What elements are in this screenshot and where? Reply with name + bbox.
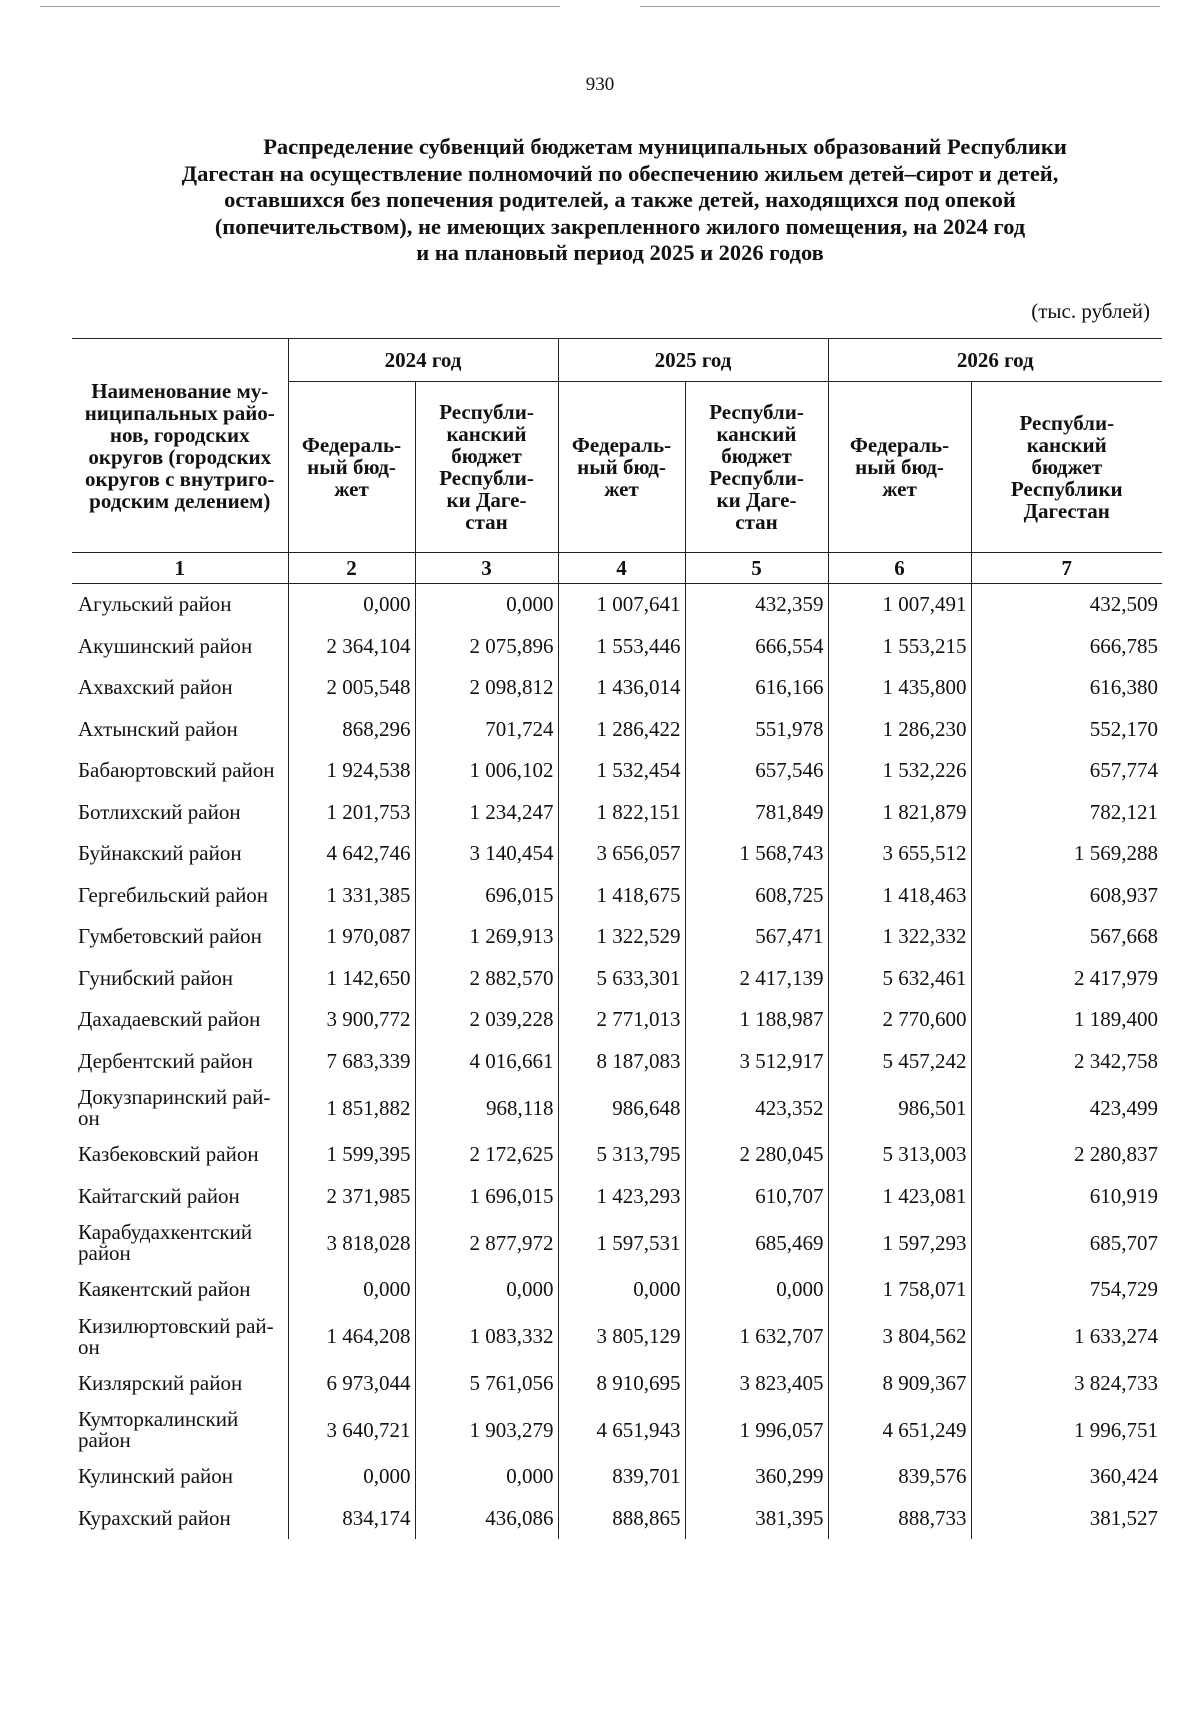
cell-federal-2024: 1 970,087 (288, 916, 415, 958)
column-number: 2 (288, 553, 415, 584)
column-number: 7 (971, 553, 1162, 584)
cell-republic-2026: 552,170 (971, 709, 1162, 751)
cell-federal-2024: 4 642,746 (288, 833, 415, 875)
cell-republic-2026: 616,380 (971, 667, 1162, 709)
cell-republic-2024: 1 006,102 (415, 750, 558, 792)
table-row (72, 1134, 1162, 1176)
cell-federal-2025: 888,865 (558, 1498, 685, 1540)
cell-republic-2024: 436,086 (415, 1498, 558, 1540)
cell-republic-2026: 2 342,758 (971, 1041, 1162, 1083)
cell-federal-2026: 2 770,600 (828, 999, 971, 1041)
cell-republic-2026: 1 996,751 (971, 1404, 1162, 1456)
table-row (72, 709, 1162, 751)
cell-republic-2024: 696,015 (415, 875, 558, 917)
cell-federal-2024: 2 364,104 (288, 626, 415, 668)
cell-federal-2025: 3 805,129 (558, 1311, 685, 1363)
cell-federal-2024: 868,296 (288, 709, 415, 751)
cell-republic-2026: 3 824,733 (971, 1363, 1162, 1405)
header-federal-budget-2025: Федераль- ный бюд- жет (558, 382, 685, 553)
cell-republic-2026: 657,774 (971, 750, 1162, 792)
table-row (72, 916, 1162, 958)
cell-republic-2024: 0,000 (415, 584, 558, 626)
column-number: 4 (558, 553, 685, 584)
cell-federal-2026: 1 553,215 (828, 626, 971, 668)
table-row (72, 626, 1162, 668)
cell-republic-2024: 2 098,812 (415, 667, 558, 709)
municipality-name: Каякентский район (72, 1269, 288, 1311)
cell-republic-2025: 567,471 (685, 916, 828, 958)
table-row (72, 1041, 1162, 1083)
cell-republic-2025: 2 280,045 (685, 1134, 828, 1176)
cell-republic-2025: 423,352 (685, 1082, 828, 1134)
table-row (72, 1176, 1162, 1218)
table-row (72, 833, 1162, 875)
title-line: оставшихся без попечения родителей, а также детей, находящихся под опекой (224, 187, 1016, 212)
cell-republic-2025: 0,000 (685, 1269, 828, 1311)
title-line: (попечительством), не имеющих закрепленного жилого помещения, на 2024 год (214, 213, 1026, 239)
cell-republic-2025: 551,978 (685, 709, 828, 751)
municipality-name: Ахтынский район (72, 709, 288, 751)
header-republic-budget-2025: Республи- канский бюджет Республи- ки Даге- стан (685, 382, 828, 553)
cell-republic-2024: 0,000 (415, 1269, 558, 1311)
table-row (72, 1498, 1162, 1540)
scan-artifact-line (640, 6, 1160, 7)
cell-republic-2026: 754,729 (971, 1269, 1162, 1311)
cell-republic-2025: 3 512,917 (685, 1041, 828, 1083)
cell-republic-2026: 423,499 (971, 1082, 1162, 1134)
cell-federal-2025: 1 553,446 (558, 626, 685, 668)
cell-federal-2025: 3 656,057 (558, 833, 685, 875)
cell-federal-2024: 1 464,208 (288, 1311, 415, 1363)
cell-federal-2025: 5 313,795 (558, 1134, 685, 1176)
cell-federal-2026: 839,576 (828, 1456, 971, 1498)
cell-federal-2026: 5 457,242 (828, 1041, 971, 1083)
cell-federal-2026: 3 655,512 (828, 833, 971, 875)
cell-republic-2025: 610,707 (685, 1176, 828, 1218)
cell-federal-2026: 1 286,230 (828, 709, 971, 751)
cell-republic-2026: 567,668 (971, 916, 1162, 958)
municipality-name: Дербентский район (72, 1041, 288, 1083)
municipality-name: Гумбетовский район (72, 916, 288, 958)
title-line: Дагестан на осуществление полномочий по обеспечению жильем детей–сирот и детей, (181, 160, 1059, 186)
cell-federal-2025: 1 418,675 (558, 875, 685, 917)
cell-federal-2024: 3 640,721 (288, 1404, 415, 1456)
table-row (72, 999, 1162, 1041)
cell-federal-2026: 1 821,879 (828, 792, 971, 834)
municipality-name: Дахадаевский район (72, 999, 288, 1041)
municipality-name: Карабудахкентский район (72, 1217, 288, 1269)
table-row (72, 750, 1162, 792)
cell-federal-2025: 8 910,695 (558, 1363, 685, 1405)
cell-federal-2026: 1 532,226 (828, 750, 971, 792)
cell-republic-2026: 666,785 (971, 626, 1162, 668)
cell-federal-2025: 1 423,293 (558, 1176, 685, 1218)
column-number: 5 (685, 553, 828, 584)
cell-republic-2025: 1 632,707 (685, 1311, 828, 1363)
cell-federal-2026: 1 423,081 (828, 1176, 971, 1218)
cell-republic-2026: 2 417,979 (971, 958, 1162, 1000)
cell-federal-2026: 4 651,249 (828, 1404, 971, 1456)
cell-republic-2026: 610,919 (971, 1176, 1162, 1218)
cell-federal-2025: 1 436,014 (558, 667, 685, 709)
municipality-name: Акушинский район (72, 626, 288, 668)
cell-republic-2024: 2 877,972 (415, 1217, 558, 1269)
table-row (72, 1082, 1162, 1134)
cell-republic-2026: 2 280,837 (971, 1134, 1162, 1176)
cell-republic-2026: 360,424 (971, 1456, 1162, 1498)
cell-republic-2026: 381,527 (971, 1498, 1162, 1540)
municipality-name: Кизилюртовский рай- он (72, 1311, 288, 1363)
table-row (72, 792, 1162, 834)
cell-federal-2026: 8 909,367 (828, 1363, 971, 1405)
municipality-name: Бабаюртовский район (72, 750, 288, 792)
cell-republic-2025: 360,299 (685, 1456, 828, 1498)
cell-federal-2024: 3 818,028 (288, 1217, 415, 1269)
cell-federal-2026: 5 313,003 (828, 1134, 971, 1176)
table-row (72, 1269, 1162, 1311)
cell-republic-2026: 1 569,288 (971, 833, 1162, 875)
municipality-name: Агульский район (72, 584, 288, 626)
cell-federal-2025: 986,648 (558, 1082, 685, 1134)
cell-republic-2024: 0,000 (415, 1456, 558, 1498)
cell-republic-2024: 1 696,015 (415, 1176, 558, 1218)
cell-republic-2026: 1 189,400 (971, 999, 1162, 1041)
cell-federal-2024: 7 683,339 (288, 1041, 415, 1083)
cell-republic-2025: 608,725 (685, 875, 828, 917)
municipality-name: Гунибский район (72, 958, 288, 1000)
cell-republic-2024: 968,118 (415, 1082, 558, 1134)
header-federal-budget-2024: Федераль- ный бюд- жет (288, 382, 415, 553)
cell-republic-2024: 1 269,913 (415, 916, 558, 958)
cell-federal-2025: 4 651,943 (558, 1404, 685, 1456)
cell-republic-2026: 432,509 (971, 584, 1162, 626)
title-line: Распределение субвенций бюджетам муниципальных образований Республики (263, 134, 1067, 159)
cell-federal-2024: 1 142,650 (288, 958, 415, 1000)
cell-republic-2026: 782,121 (971, 792, 1162, 834)
cell-federal-2026: 986,501 (828, 1082, 971, 1134)
cell-federal-2026: 1 435,800 (828, 667, 971, 709)
cell-federal-2024: 0,000 (288, 584, 415, 626)
cell-federal-2025: 1 007,641 (558, 584, 685, 626)
table-row (72, 958, 1162, 1000)
cell-republic-2026: 1 633,274 (971, 1311, 1162, 1363)
cell-republic-2024: 2 172,625 (415, 1134, 558, 1176)
cell-federal-2026: 3 804,562 (828, 1311, 971, 1363)
cell-republic-2025: 1 568,743 (685, 833, 828, 875)
cell-federal-2024: 834,174 (288, 1498, 415, 1540)
page-number: 930 (585, 74, 615, 95)
column-number: 1 (72, 553, 288, 584)
municipality-name: Докузпаринский рай- он (72, 1082, 288, 1134)
municipality-name: Ахвахский район (72, 667, 288, 709)
cell-federal-2026: 1 758,071 (828, 1269, 971, 1311)
header-year-2026: 2026 год (828, 339, 1162, 382)
cell-federal-2025: 1 597,531 (558, 1217, 685, 1269)
cell-federal-2024: 1 599,395 (288, 1134, 415, 1176)
header-republic-budget-2024: Республи- канский бюджет Республи- ки Даге- стан (415, 382, 558, 553)
cell-federal-2025: 0,000 (558, 1269, 685, 1311)
cell-republic-2025: 1 188,987 (685, 999, 828, 1041)
cell-republic-2024: 3 140,454 (415, 833, 558, 875)
cell-federal-2025: 1 286,422 (558, 709, 685, 751)
cell-republic-2025: 432,359 (685, 584, 828, 626)
table-row (72, 1217, 1162, 1269)
document-title (100, 134, 1140, 267)
cell-federal-2025: 5 633,301 (558, 958, 685, 1000)
table-row (72, 875, 1162, 917)
subvention-table (72, 338, 1162, 1539)
cell-republic-2024: 1 903,279 (415, 1404, 558, 1456)
cell-federal-2026: 888,733 (828, 1498, 971, 1540)
municipality-name: Гергебильский район (72, 875, 288, 917)
cell-federal-2025: 8 187,083 (558, 1041, 685, 1083)
cell-republic-2025: 2 417,139 (685, 958, 828, 1000)
column-number: 6 (828, 553, 971, 584)
cell-republic-2025: 3 823,405 (685, 1363, 828, 1405)
cell-federal-2025: 2 771,013 (558, 999, 685, 1041)
header-year-2025: 2025 год (558, 339, 828, 382)
cell-federal-2024: 2 005,548 (288, 667, 415, 709)
table-row (72, 1311, 1162, 1363)
cell-republic-2024: 4 016,661 (415, 1041, 558, 1083)
municipality-name: Кулинский район (72, 1456, 288, 1498)
municipality-name: Ботлихский район (72, 792, 288, 834)
table-row (72, 667, 1162, 709)
cell-republic-2024: 1 083,332 (415, 1311, 558, 1363)
cell-federal-2024: 0,000 (288, 1269, 415, 1311)
units-label: (тыс. рублей) (1031, 299, 1150, 323)
cell-republic-2025: 1 996,057 (685, 1404, 828, 1456)
title-line: и на плановый период 2025 и 2026 годов (416, 240, 824, 265)
cell-republic-2024: 2 075,896 (415, 626, 558, 668)
cell-republic-2025: 781,849 (685, 792, 828, 834)
cell-federal-2024: 2 371,985 (288, 1176, 415, 1218)
cell-republic-2024: 1 234,247 (415, 792, 558, 834)
cell-federal-2024: 1 201,753 (288, 792, 415, 834)
scan-artifact-line (40, 6, 560, 7)
table-row (72, 584, 1162, 626)
cell-federal-2024: 1 331,385 (288, 875, 415, 917)
cell-federal-2025: 1 322,529 (558, 916, 685, 958)
cell-republic-2025: 657,546 (685, 750, 828, 792)
municipality-name: Курахский район (72, 1498, 288, 1540)
table-row (72, 1404, 1162, 1456)
cell-federal-2024: 6 973,044 (288, 1363, 415, 1405)
header-federal-budget-2026: Федераль- ный бюд- жет (828, 382, 971, 553)
cell-republic-2025: 616,166 (685, 667, 828, 709)
cell-federal-2026: 1 322,332 (828, 916, 971, 958)
municipality-name: Буйнакский район (72, 833, 288, 875)
header-republic-budget-2026: Республи- канский бюджет Республики Дагестан (971, 382, 1162, 553)
cell-federal-2024: 0,000 (288, 1456, 415, 1498)
header-municipality-name: Наименование му- ниципальных райо- нов, городских округов (городских округов с внутриго- родским делением) (72, 339, 288, 553)
cell-republic-2024: 2 039,228 (415, 999, 558, 1041)
table-body (72, 584, 1162, 1540)
cell-federal-2025: 1 532,454 (558, 750, 685, 792)
municipality-name: Кайтагский район (72, 1176, 288, 1218)
cell-republic-2024: 5 761,056 (415, 1363, 558, 1405)
cell-federal-2026: 1 597,293 (828, 1217, 971, 1269)
cell-federal-2025: 1 822,151 (558, 792, 685, 834)
cell-federal-2026: 1 418,463 (828, 875, 971, 917)
cell-republic-2026: 608,937 (971, 875, 1162, 917)
cell-republic-2025: 666,554 (685, 626, 828, 668)
cell-federal-2025: 839,701 (558, 1456, 685, 1498)
column-number: 3 (415, 553, 558, 584)
table-row (72, 1363, 1162, 1405)
cell-republic-2024: 701,724 (415, 709, 558, 751)
cell-federal-2024: 3 900,772 (288, 999, 415, 1041)
cell-republic-2025: 685,469 (685, 1217, 828, 1269)
cell-republic-2026: 685,707 (971, 1217, 1162, 1269)
table-row (72, 1456, 1162, 1498)
municipality-name: Казбековский район (72, 1134, 288, 1176)
municipality-name: Кумторкалинский район (72, 1404, 288, 1456)
cell-republic-2025: 381,395 (685, 1498, 828, 1540)
cell-federal-2024: 1 924,538 (288, 750, 415, 792)
cell-federal-2026: 5 632,461 (828, 958, 971, 1000)
municipality-name: Кизлярский район (72, 1363, 288, 1405)
cell-republic-2024: 2 882,570 (415, 958, 558, 1000)
header-year-2024: 2024 год (288, 339, 558, 382)
cell-federal-2026: 1 007,491 (828, 584, 971, 626)
cell-federal-2024: 1 851,882 (288, 1082, 415, 1134)
